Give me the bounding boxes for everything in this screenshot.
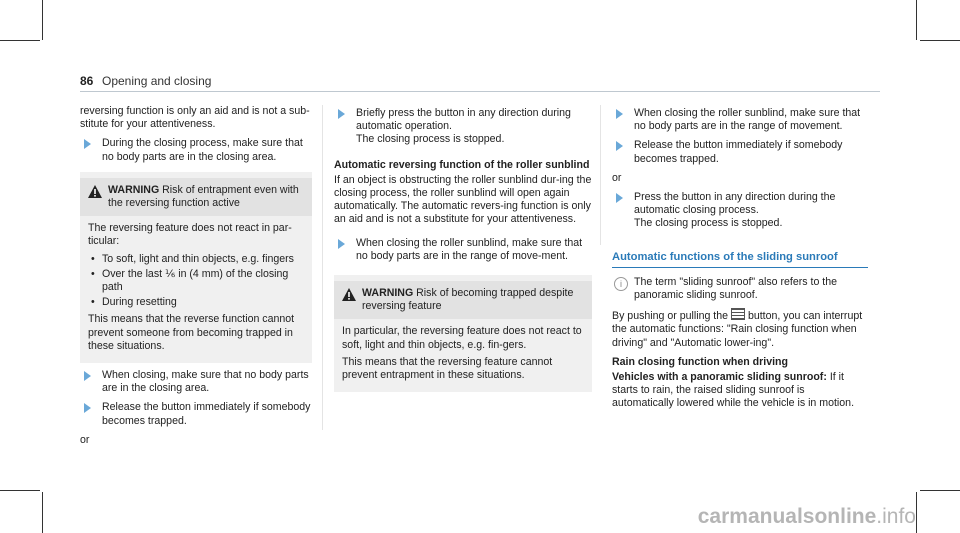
warning-triangle-icon [342, 288, 356, 301]
header-rule [80, 91, 880, 92]
arrow-icon [84, 403, 91, 413]
crop-mark [0, 490, 40, 491]
step-text: When closing, make sure that no body parts are in the closing area. [102, 369, 309, 395]
list-item: • To soft, light and thin objects, e.g. fingers [88, 253, 304, 266]
column-2 [334, 105, 592, 398]
warning-label: WARNING [108, 183, 160, 196]
step-text: When closing the roller sunblind, make sure that no body parts are in the range of movement. [634, 107, 861, 133]
crop-mark [920, 490, 960, 491]
step-text: Press the button in any direction during the automatic closing process. [634, 191, 836, 217]
instruction-step [80, 401, 312, 427]
crop-mark [920, 40, 960, 41]
warning-triangle-icon [88, 185, 102, 198]
crop-mark [42, 0, 43, 40]
instruction-step [612, 191, 868, 231]
body-text: If an object is obstructing the roller sunblind dur-ing the closing process, the roller sunblind will open again automatically. The automatic revers-ing function is only an aid and is not a substitute for your attentiveness. [334, 173, 592, 226]
list-item: • During resetting [88, 296, 304, 309]
subsection-heading: Automatic reversing function of the roller sunblind [334, 158, 590, 171]
column-divider [322, 105, 323, 430]
column-1 [80, 105, 312, 451]
or-text: or [612, 171, 622, 184]
instruction-step [334, 237, 592, 263]
intro-text: reversing function is only an aid and is not a sub-stitute for your attentiveness. [80, 105, 310, 131]
crop-mark [0, 40, 40, 41]
body-text [612, 308, 868, 350]
body-text-part: If it starts to rain, the raised sliding sunroof is automatically lowered while the vehicle is in motion. [612, 371, 855, 410]
crop-mark [916, 0, 917, 40]
step-text: When closing the roller sunblind, make sure that no body parts are in the range of move-ment. [356, 236, 583, 262]
instruction-step [80, 369, 312, 395]
watermark-prefix: carmanualsonline [697, 505, 877, 528]
instruction-step [612, 107, 868, 133]
watermark [698, 505, 916, 529]
arrow-icon [338, 239, 345, 249]
step-text: During the closing process, make sure that no body parts are in the closing area. [102, 137, 303, 163]
body-text-part: By pushing or pulling the [612, 310, 729, 323]
body-text [612, 371, 868, 411]
warning-box [334, 275, 592, 392]
warning-title: Risk of becoming trapped despite reversing feature [362, 287, 574, 313]
note-text: The term "sliding sunroof" also refers to the panoramic sliding sunroof. [634, 275, 838, 302]
step-text: Release the button immediately if somebody becomes trapped. [102, 401, 311, 427]
warning-text: The reversing feature does not react in par-ticular: [88, 222, 292, 248]
arrow-icon [616, 109, 623, 119]
instruction-step [334, 107, 592, 147]
section-heading: Automatic functions of the sliding sunroof [612, 251, 868, 268]
step-result: The closing process is stopped. [634, 217, 783, 230]
warning-text: This means that the reverse function cannot prevent someone from becoming trapped in these situations. [88, 313, 295, 352]
arrow-icon [84, 371, 91, 381]
instruction-step [80, 137, 312, 163]
arrow-icon [338, 109, 345, 119]
body-text-part: button, you can interrupt the automatic functions: "Rain closing function when driving" and "Automatic lower-ing". [612, 310, 863, 349]
crop-mark [916, 492, 917, 533]
or-text: or [80, 433, 90, 446]
inline-heading: Vehicles with a panoramic sliding sunroof: [612, 371, 827, 384]
info-icon: i [614, 277, 628, 291]
crop-mark [42, 492, 43, 533]
subsection-heading: Rain closing function when driving [612, 355, 788, 368]
warning-text: This means that the reversing feature cannot prevent entrapment in these situations. [342, 355, 553, 382]
warning-box [80, 172, 312, 363]
sunroof-button-icon [731, 308, 745, 320]
arrow-icon [84, 139, 91, 149]
step-result: The closing process is stopped. [356, 133, 505, 146]
warning-title: Risk of entrapment even with the reversing function active [108, 183, 299, 210]
note [612, 276, 868, 302]
column-3 [612, 105, 868, 415]
step-text: Release the button immediately if somebody becomes trapped. [634, 139, 843, 165]
section-title: Opening and closing [102, 74, 212, 88]
page-number: 86 [80, 74, 94, 88]
warning-text: In particular, the reversing feature does not react to soft, light and thin objects, e.g. fin-gers. [342, 325, 582, 351]
warning-header [80, 178, 312, 216]
watermark-suffix: .info [876, 505, 916, 528]
step-text: Briefly press the button in any direction during automatic operation. [356, 107, 571, 133]
arrow-icon [616, 141, 623, 151]
warning-list [88, 253, 304, 310]
arrow-icon [616, 193, 623, 203]
column-divider [600, 105, 601, 245]
warning-label: WARNING [362, 287, 414, 300]
instruction-step [612, 139, 868, 165]
warning-header [334, 281, 592, 319]
list-item: • Over the last ⅙ in (4 mm) of the closing path [88, 268, 304, 294]
